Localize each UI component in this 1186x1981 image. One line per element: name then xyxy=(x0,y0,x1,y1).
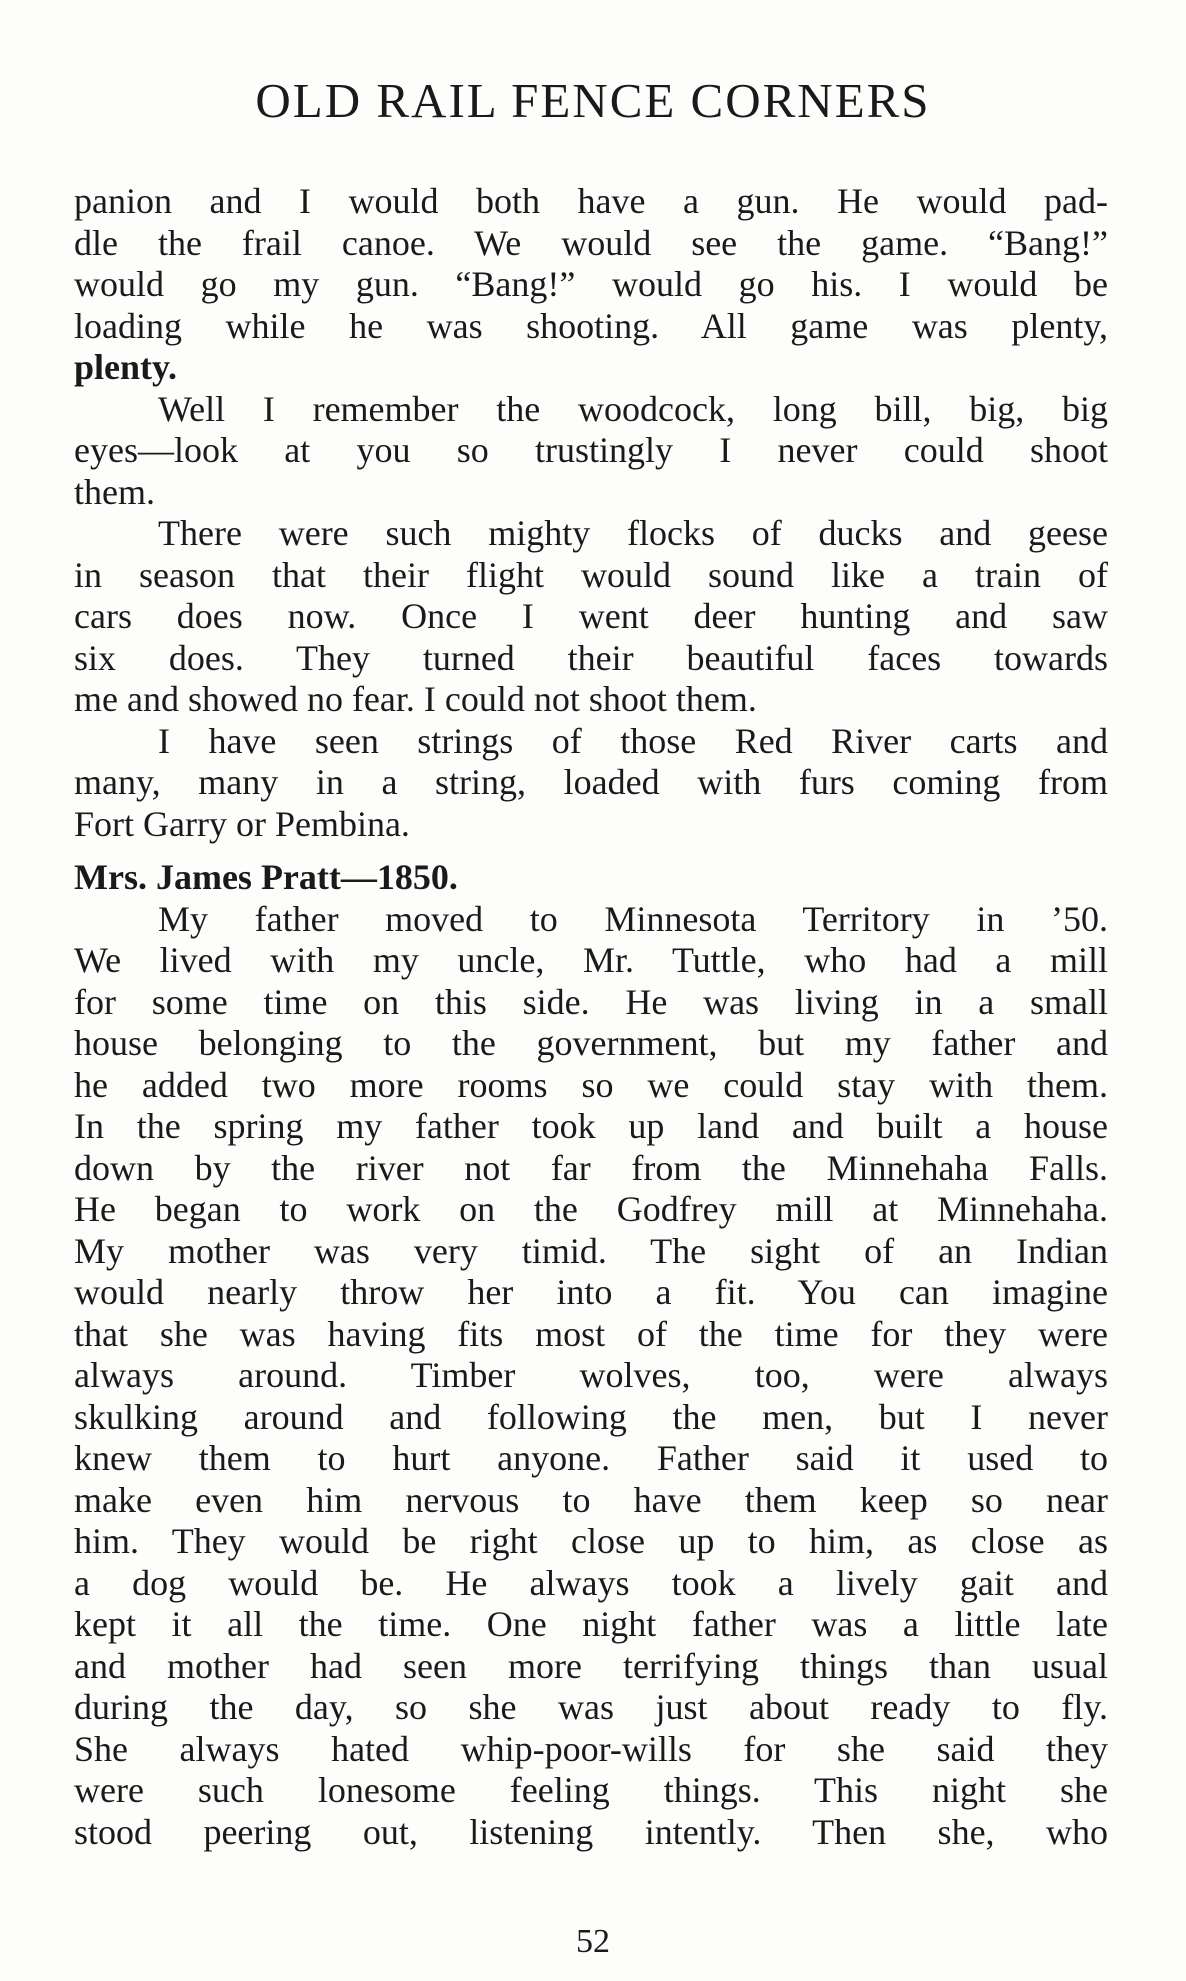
text-line: that she was having fits most of the time for they were xyxy=(74,1313,1108,1354)
text-line-emphasis: plenty. xyxy=(74,347,178,387)
text-line: Fort Garry or Pembina. xyxy=(74,803,410,844)
text-line: skulking around and following the men, but I never xyxy=(74,1396,1108,1437)
text-line: She always hated whip-poor-wills for she said they xyxy=(74,1728,1108,1769)
body-text xyxy=(74,181,1108,1853)
text-line: I have seen strings of those Red River carts and xyxy=(158,720,1108,761)
text-line: There were such mighty flocks of ducks and geese xyxy=(158,513,1108,553)
text-line: My mother was very timid. The sight of an Indian xyxy=(74,1230,1108,1271)
text-line: in season that their flight would sound like a train of xyxy=(74,554,1108,595)
text-line: make even him nervous to have them keep so near xyxy=(74,1479,1108,1520)
text-line: them. xyxy=(74,471,155,512)
text-line: knew them to hurt anyone. Father said it used to xyxy=(74,1438,1108,1478)
text-line: six does. They turned their beautiful faces towards xyxy=(74,637,1108,678)
text-line: loading while he was shooting. All game was plenty, xyxy=(74,305,1108,346)
text-line: cars does now. Once I went deer hunting and saw xyxy=(74,596,1108,636)
text-line: him. They would be right close up to him, as close as xyxy=(74,1521,1108,1561)
text-line: My father moved to Minnesota Territory in ’50. xyxy=(158,898,1108,939)
text-line: for some time on this side. He was living in a small xyxy=(74,981,1108,1022)
text-line: and mother had seen more terrifying things than usual xyxy=(74,1645,1108,1686)
text-line: during the day, so she was just about ready to fly. xyxy=(74,1687,1108,1727)
text-line: panion and I would both have a gun. He would pad- xyxy=(74,181,1108,221)
page-number: 52 xyxy=(576,1923,610,1960)
text-line: were such lonesome feeling things. This night she xyxy=(74,1770,1108,1810)
text-line: We lived with my uncle, Mr. Tuttle, who had a mill xyxy=(74,940,1108,980)
text-line: always around. Timber wolves, too, were always xyxy=(74,1355,1108,1395)
text-line: he added two more rooms so we could stay with them. xyxy=(74,1064,1108,1105)
text-line: me and showed no fear. I could not shoot them. xyxy=(74,679,757,719)
text-line: would nearly throw her into a fit. You can imagine xyxy=(74,1272,1108,1312)
text-line: many, many in a string, loaded with furs coming from xyxy=(74,762,1108,802)
text-line: Well I remember the woodcock, long bill, big, big xyxy=(158,388,1108,429)
text-line: In the spring my father took up land and built a house xyxy=(74,1106,1108,1146)
text-line: He began to work on the Godfrey mill at Minnehaha. xyxy=(74,1189,1108,1229)
text-line: down by the river not far from the Minnehaha Falls. xyxy=(74,1147,1108,1188)
section-heading: Mrs. James Pratt—1850. xyxy=(74,857,458,897)
text-line: kept it all the time. One night father was a little late xyxy=(74,1604,1108,1644)
text-line: a dog would be. He always took a lively gait and xyxy=(74,1562,1108,1603)
text-line: would go my gun. “Bang!” would go his. I would be xyxy=(74,264,1108,304)
text-line: dle the frail canoe. We would see the game. “Bang!” xyxy=(74,222,1108,263)
running-head: OLD RAIL FENCE CORNERS xyxy=(255,73,931,128)
text-line: eyes—look at you so trustingly I never could shoot xyxy=(74,430,1108,470)
text-line: house belonging to the government, but my father and xyxy=(74,1023,1108,1063)
text-line: stood peering out, listening intently. Then she, who xyxy=(74,1811,1108,1852)
